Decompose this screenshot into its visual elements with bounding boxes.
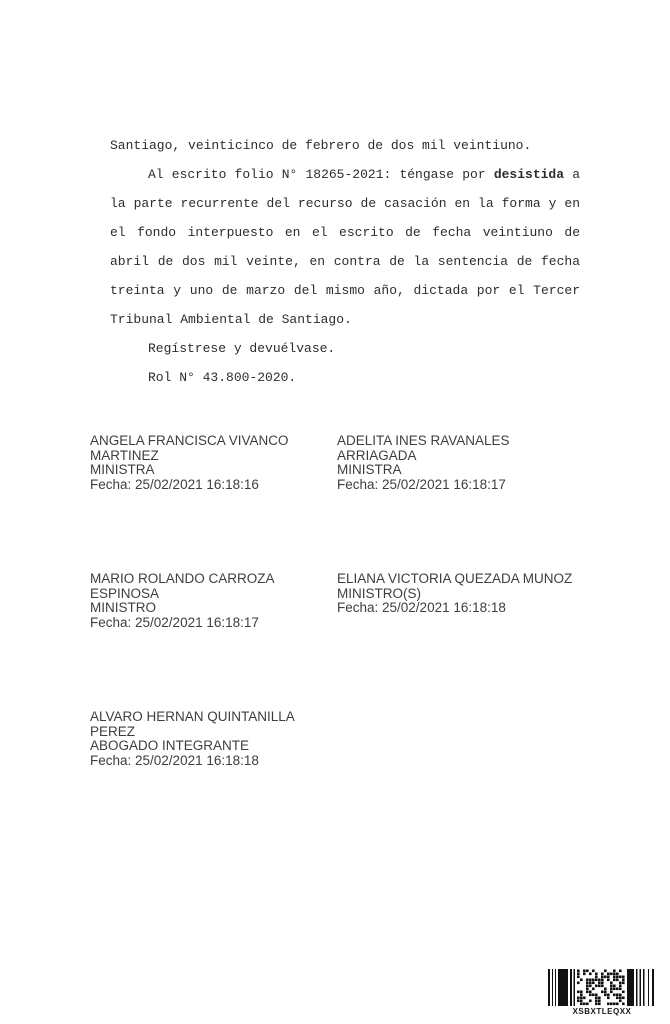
body-line: abril de dos mil veinte, en contra de la sentencia de fecha	[110, 254, 580, 269]
signatory-title: MINISTRA	[337, 462, 402, 478]
body-line-registrese: Regístrese y devuélvase.	[148, 341, 336, 356]
body-line: la parte recurrente del recurso de casación en la forma y en	[110, 196, 580, 211]
signature-date: Fecha: 25/02/2021 16:18:17	[337, 476, 506, 492]
barcode-label: XSBXTLEQXX	[572, 1007, 632, 1016]
signatory-name: ELIANA VICTORIA QUEZADA MUNOZ	[337, 571, 573, 586]
signature-date: Fecha: 25/02/2021 16:18:18	[90, 752, 259, 768]
body-line	[110, 160, 580, 189]
signatory-title: MINISTRO	[90, 600, 156, 616]
signatory-name: PEREZ	[90, 723, 136, 739]
body-line: Tribunal Ambiental de Santiago.	[110, 312, 352, 327]
signature-date: Fecha: 25/02/2021 16:18:17	[90, 614, 259, 630]
signature-block-ravanales	[337, 434, 582, 492]
signature-block-quezada	[337, 572, 582, 616]
signatory-name: ALVARO HERNAN QUINTANILLA	[90, 709, 295, 724]
signatory-title: ABOGADO INTEGRANTE	[90, 738, 250, 754]
signature-block-carroza	[90, 572, 335, 630]
signatory-name: ARRIAGADA	[337, 447, 417, 463]
signatory-name: MARIO ROLANDO CARROZA	[90, 571, 275, 586]
body-line-rol: Rol N° 43.800-2020.	[148, 370, 297, 385]
body-line-segment: a	[564, 167, 580, 182]
signature-date: Fecha: 25/02/2021 16:18:16	[90, 476, 259, 492]
signature-block-quintanilla	[90, 710, 335, 768]
signatory-name: ADELITA INES RAVANALES	[337, 433, 510, 448]
bold-word-desistida: desistida	[493, 167, 565, 182]
resolution-text	[110, 131, 580, 392]
signature-block-vivanco	[90, 434, 335, 492]
signatory-name: ESPINOSA	[90, 585, 160, 601]
barcode	[548, 969, 656, 1016]
signatory-name: MARTINEZ	[90, 447, 159, 463]
barcode-icon	[548, 969, 656, 1006]
body-line: treinta y uno de marzo del mismo año, dictada por el Tercer	[110, 283, 580, 298]
body-line-segment: Al escrito folio N° 18265-2021: téngase por	[148, 167, 494, 182]
body-line: Santiago, veinticinco de febrero de dos mil veintiuno.	[110, 138, 532, 153]
body-line: el fondo interpuesto en el escrito de fecha veintiuno de	[110, 225, 580, 240]
signatory-title: MINISTRO(S)	[337, 585, 421, 601]
signatory-name: ANGELA FRANCISCA VIVANCO	[90, 433, 289, 448]
signatory-title: MINISTRA	[90, 462, 155, 478]
signature-date: Fecha: 25/02/2021 16:18:18	[337, 600, 506, 616]
